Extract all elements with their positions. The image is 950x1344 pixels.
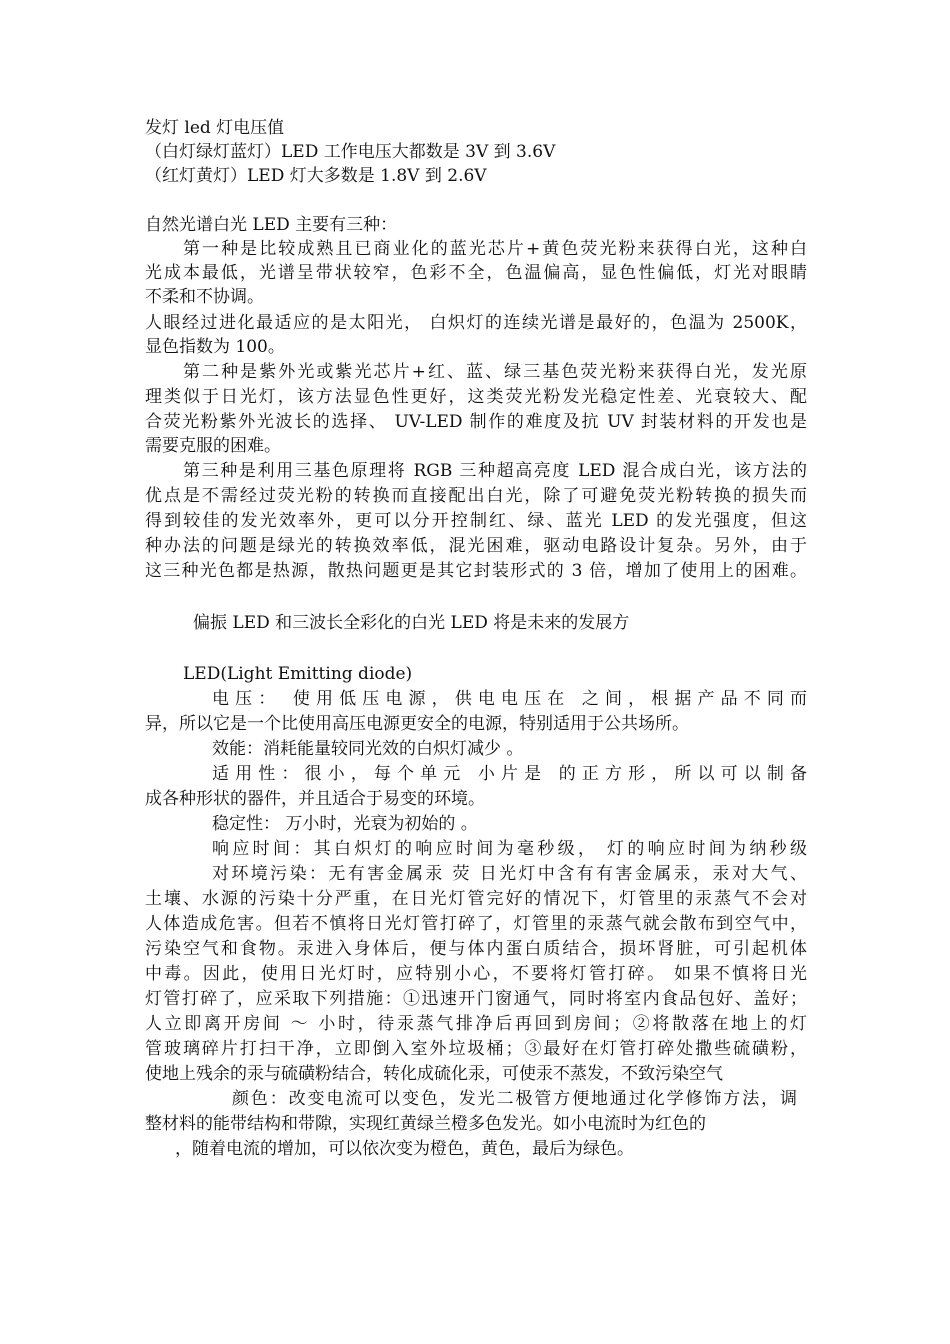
stability-line: 稳定性： 万小时，光衰为初始的 。 <box>212 814 478 834</box>
pollution-line: 管玻璃碎片打扫干净，立即倒入室外垃圾桶；③最好在灯管打碎处撒些硫磺粉， <box>145 1039 807 1059</box>
pollution-line: 人立即离开房间 ～ 小时，待汞蒸气排净后再回到房间；②将散落在地上的灯 <box>145 1014 807 1034</box>
color-line: 颜色：改变电流可以变色，发光二极管方便地通过化学修饰方法，调 <box>232 1089 797 1109</box>
paragraph-line: 种办法的问题是绿光的转换效率低，混光困难，驱动电路设计复杂。另外，由于 <box>145 536 807 556</box>
voltage-line: 异，所以它是一个比使用高压电源更安全的电源，特别适用于公共场所。 <box>145 714 689 734</box>
color-line: 整材料的能带结构和带隙，实现红黄绿兰橙多色发光。如小电流时为红色的 <box>145 1114 706 1134</box>
pollution-line: 土壤、水源的污染十分严重，在日光灯管完好的情况下，灯管里的汞蒸气不会对 <box>145 889 807 909</box>
paragraph-line: 理类似于日光灯，该方法显色性更好，这类荧光粉发光稳定性差、光衰较大、配 <box>145 387 807 407</box>
title-line: 发灯 led 灯电压值 <box>145 118 285 138</box>
paragraph-line: 优点是不需经过荧光粉的转换而直接配出白光，除了可避免荧光粉转换的损失而 <box>145 486 807 506</box>
pollution-line: 污染空气和食物。汞进入身体后，便与体内蛋白质结合，损坏肾脏，可引起机体 <box>145 939 807 959</box>
pollution-line: 使地上残余的汞与硫磺粉结合，转化成硫化汞，可使汞不蒸发，不致污染空气 <box>145 1064 723 1084</box>
efficiency-line: 效能：消耗能量较同光效的白炽灯减少 。 <box>212 739 524 759</box>
paragraph-line: 人眼经过进化最适应的是太阳光， 白炽灯的连续光谱是最好的，色温为 2500K， <box>145 313 807 333</box>
pollution-line: 人体造成危害。但若不慎将日光灯管打碎了，灯管里的汞蒸气就会散布到空气中， <box>145 914 807 934</box>
paragraph-line: 第二种是紫外光或紫光芯片+红、蓝、绿三基色荧光粉来获得白光，发光原 <box>183 362 807 382</box>
pollution-line: 中毒。因此，使用日光灯时，应特别小心，不要将灯管打碎。 如果不慎将日光 <box>145 964 807 984</box>
voltage-line: 电压： 使用低压电源，供电电压在 之间，根据产品不同而 <box>212 689 807 709</box>
paragraph-line: 第一种是比较成熟且已商业化的蓝光芯片+黄色荧光粉来获得白光，这种白 <box>183 239 807 259</box>
paragraph-line: 这三种光色都是热源，散热问题更是其它封装形式的 3 倍，增加了使用上的困难。 <box>145 561 807 581</box>
conclusion-line: 偏振 LED 和三波长全彩化的白光 LED 将是未来的发展方 <box>193 613 630 633</box>
applicability-line: 成各种形状的器件，并且适合于易变的环境。 <box>145 789 485 809</box>
voltage-red-yellow: （红灯黄灯）LED 灯大多数是 1.8V 到 2.6V <box>145 166 487 186</box>
section-heading-white-led: 自然光谱白光 LED 主要有三种： <box>145 215 398 235</box>
pollution-line: 对环境污染：无有害金属汞 荧 日光灯中含有有害金属汞，汞对大气、 <box>212 864 807 884</box>
paragraph-line: 需要克服的困难。 <box>145 436 281 456</box>
paragraph-line: 光成本最低，光谱呈带状较窄，色彩不全，色温偏高，显色性偏低，灯光对眼睛 <box>145 263 807 283</box>
paragraph-line: 得到较佳的发光效率外，更可以分开控制红、绿、蓝光 LED 的发光强度，但这 <box>145 511 807 531</box>
applicability-line: 适用性：很小，每个单元 小片是 的正方形，所以可以制备 <box>212 764 807 784</box>
paragraph-line: 显色指数为 100。 <box>145 337 285 357</box>
voltage-white-green-blue: （白灯绿灯蓝灯）LED 工作电压大都数是 3V 到 3.6V <box>145 142 556 162</box>
section-heading-led: LED(Light Emitting diode) <box>183 664 413 684</box>
color-line: ，随着电流的增加，可以依次变为橙色，黄色，最后为绿色。 <box>175 1139 634 1159</box>
paragraph-line: 合荧光粉紫外光波长的选择、 UV-LED 制作的难度及抗 UV 封装材料的开发也是 <box>145 412 807 432</box>
response-time-line: 响应时间：其白炽灯的响应时间为毫秒级， 灯的响应时间为纳秒级 <box>212 839 807 859</box>
paragraph-line: 第三种是利用三基色原理将 RGB 三种超高亮度 LED 混合成白光，该方法的 <box>183 461 807 481</box>
pollution-line: 灯管打碎了，应采取下列措施：①迅速开门窗通气，同时将室内食品包好、盖好； <box>145 989 807 1009</box>
paragraph-line: 不柔和不协调。 <box>145 287 264 307</box>
